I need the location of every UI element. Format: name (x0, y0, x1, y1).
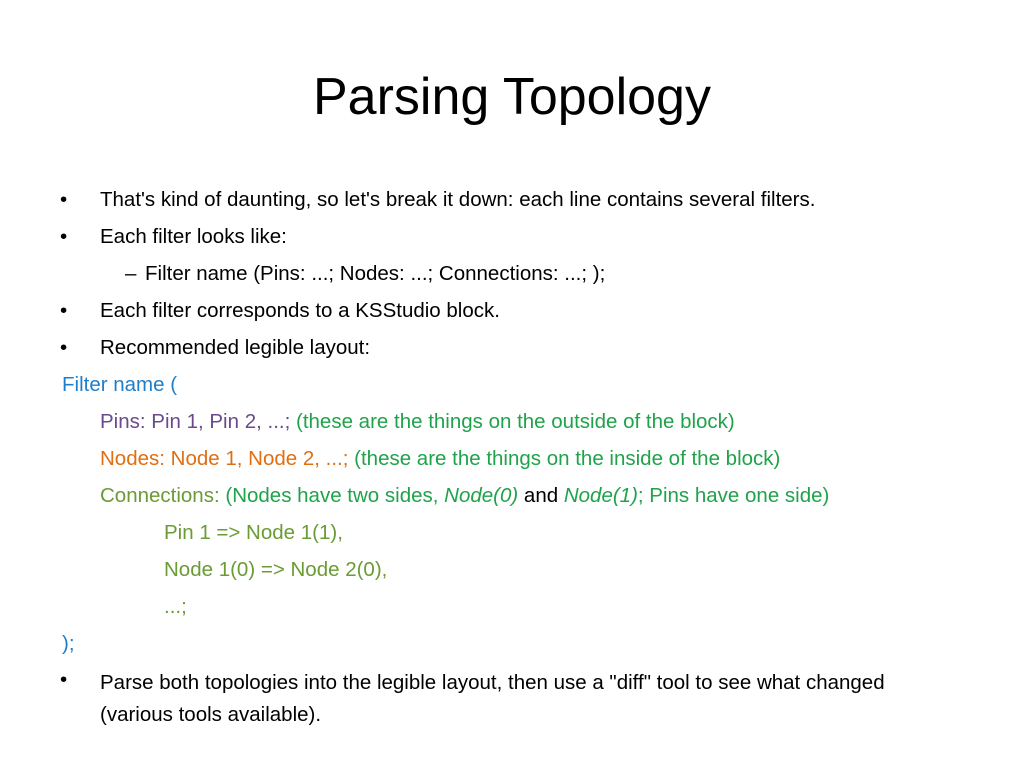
layout-nodes-line (100, 446, 780, 472)
layout-pins-line (100, 409, 735, 435)
pins-label: Pins: Pin 1, Pin 2, ...; (100, 410, 291, 433)
sub-bullet-marker: – (125, 262, 137, 285)
connection-line-3: ...; (164, 595, 187, 618)
bullet-marker: • (60, 668, 68, 691)
layout-open: Filter name ( (62, 373, 178, 396)
node0-term: Node(0) (444, 484, 519, 507)
bullet-text-1: That's kind of daunting, so let's break it down: each line contains several filters. (100, 188, 816, 211)
bullet-marker: • (60, 188, 68, 211)
connections-and: and (523, 484, 559, 507)
bullet-marker: • (60, 336, 68, 359)
connections-note-a: (Nodes have two sides, (225, 484, 439, 507)
connections-note (225, 484, 829, 507)
pins-note: (these are the things on the outside of the block) (296, 410, 735, 433)
nodes-label: Nodes: Node 1, Node 2, ...; (100, 447, 349, 470)
layout-connections-line (100, 483, 829, 509)
connections-note-b: ; Pins have one side) (637, 484, 830, 507)
layout-close: ); (62, 632, 75, 655)
bullet-marker: • (60, 225, 68, 248)
node1-term: Node(1) (563, 484, 638, 507)
nodes-note: (these are the things on the inside of the block) (354, 447, 781, 470)
bullet-text-4: Recommended legible layout: (100, 336, 371, 359)
slide-title: Parsing Topology (313, 68, 711, 126)
sub-bullet-text: Filter name (Pins: ...; Nodes: ...; Connections: ...; ); (145, 262, 606, 285)
connection-line-1: Pin 1 => Node 1(1), (164, 521, 343, 544)
bullet-text-3: Each filter corresponds to a KSStudio block. (100, 299, 500, 322)
bullet-marker: • (60, 299, 68, 322)
connection-line-2: Node 1(0) => Node 2(0), (164, 558, 388, 581)
connections-label: Connections: (100, 484, 220, 507)
bullet-text-2: Each filter looks like: (100, 225, 287, 248)
bullet-text-5: Parse both topologies into the legible layout, then use a "diff" tool to see what changed (various tools available). (100, 671, 885, 726)
